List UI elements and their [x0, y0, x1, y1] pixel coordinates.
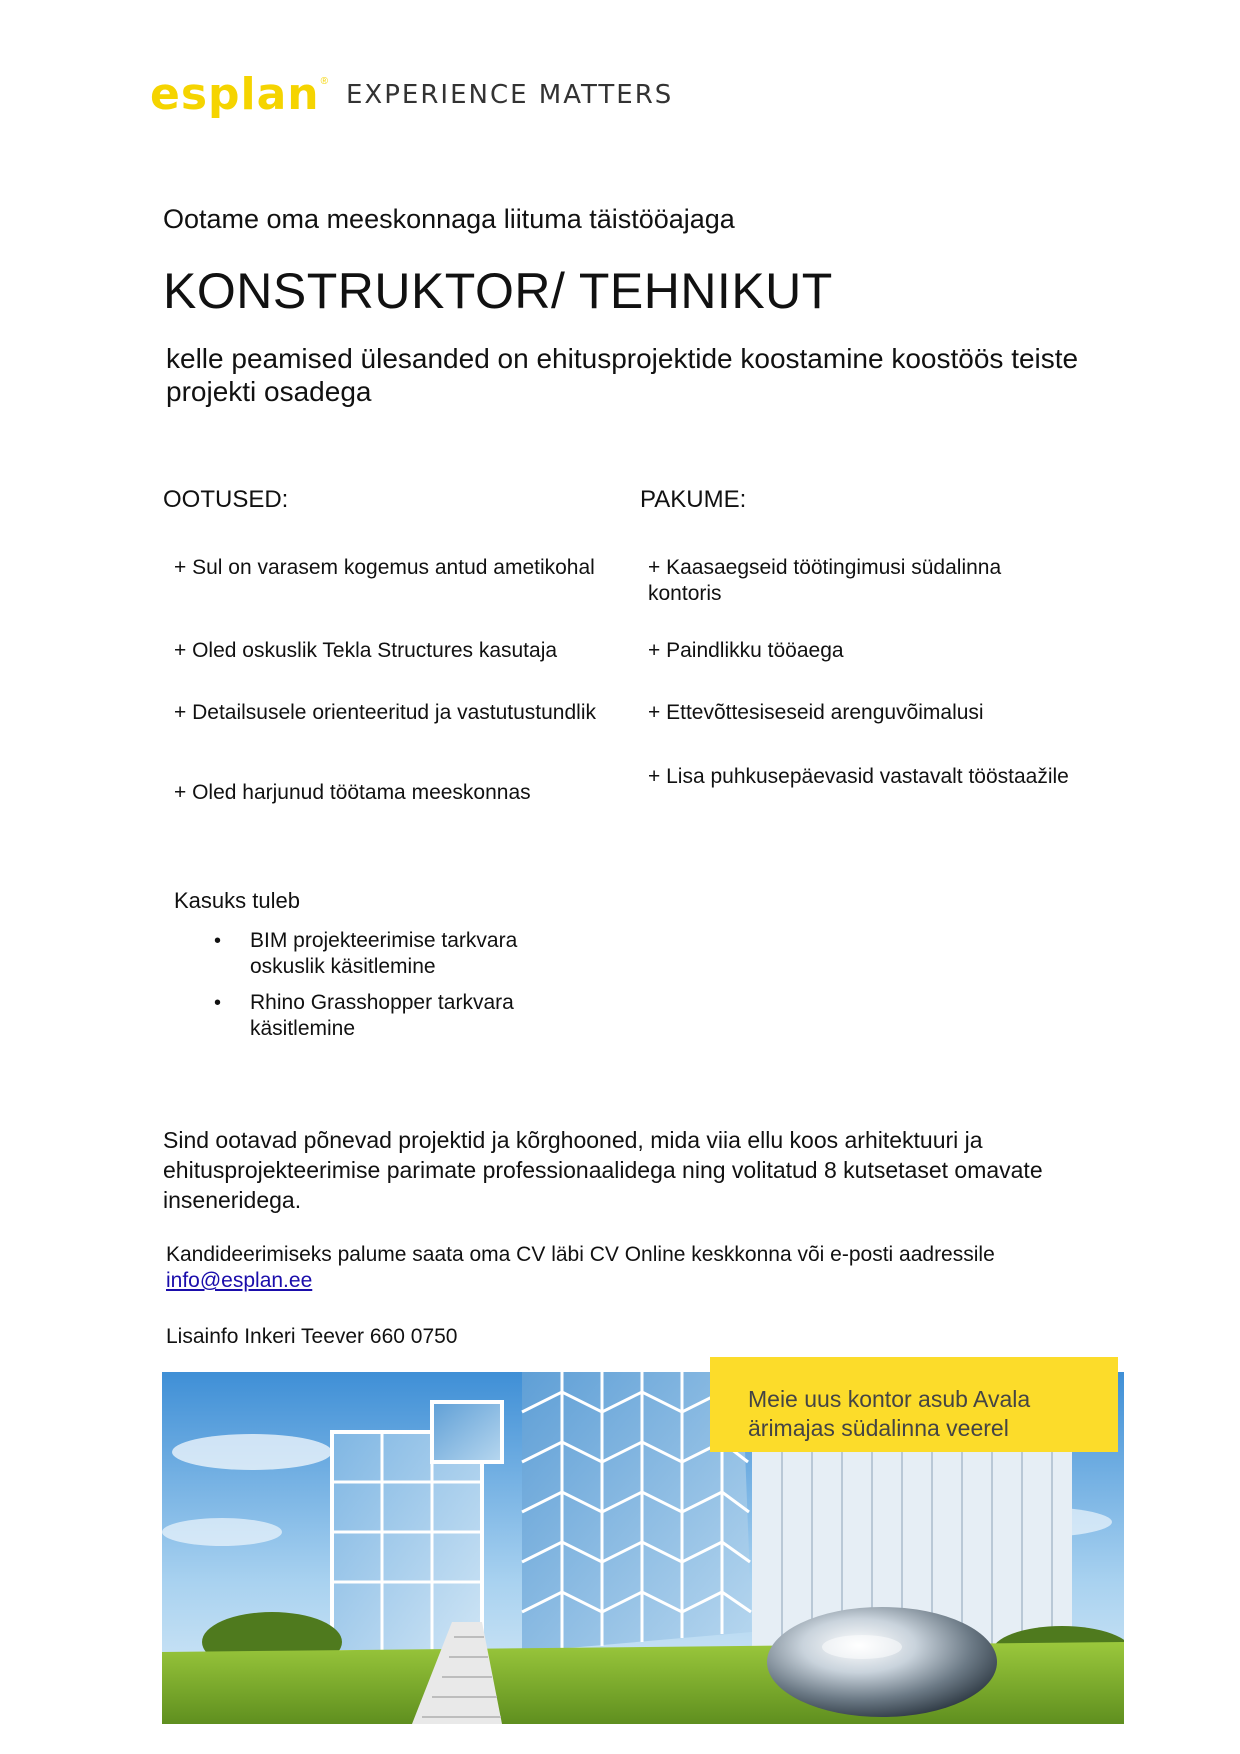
company-logo	[150, 70, 673, 120]
bonus-item-text: BIM projekteerimise tarkvara oskuslik käsitlemine	[250, 929, 518, 978]
logo-tagline: EXPERIENCE MATTERS	[346, 80, 674, 110]
bonus-title: Kasuks tuleb	[174, 888, 300, 913]
apply-text: Kandideerimiseks palume saata oma CV läbi CV Online keskkonna või e-posti aadressile	[166, 1243, 995, 1266]
email-link[interactable]: info@esplan.ee	[166, 1269, 313, 1292]
bullet-icon: •	[214, 930, 222, 952]
offer-title: PAKUME:	[640, 486, 747, 513]
intro-text: Ootame oma meeskonnaga liituma täistööajaga	[163, 204, 735, 234]
list-item: + Sul on varasem kogemus antud ametikohal	[174, 556, 595, 579]
list-item	[200, 990, 580, 1042]
list-item	[200, 928, 580, 980]
expectations-title: OOTUSED:	[163, 486, 289, 513]
bullet-icon: •	[214, 992, 222, 1014]
list-item: + Paindlikku tööaega	[648, 639, 844, 662]
office-callout: Meie uus kontor asub Avala ärimajas südalinna veerel	[710, 1357, 1118, 1452]
closing-paragraph: Sind ootavad põnevad projektid ja kõrghooned, mida viia ellu koos arhitektuuri ja ehitusprojekteerimise parimate professionaalidega ning volitatud 8 kutsetaset omavate inseneridega.	[163, 1127, 1043, 1213]
apply-paragraph	[166, 1242, 1086, 1294]
list-item: + Oled harjunud töötama meeskonnas	[174, 781, 531, 804]
position-title: KONSTRUKTOR/ TEHNIKUT	[163, 263, 833, 319]
bonus-list	[200, 928, 580, 1052]
contact-info: Lisainfo Inkeri Teever 660 0750	[166, 1325, 458, 1348]
position-subtitle: kelle peamised ülesanded on ehitusprojektide koostamine koostöös teiste projekti osadega	[166, 343, 1079, 407]
list-item: + Ettevõttesiseseid arenguvõimalusi	[648, 701, 984, 724]
list-item: + Detailsusele orienteeritud ja vastutustundlik	[174, 701, 596, 724]
list-item: + Oled oskuslik Tekla Structures kasutaja	[174, 639, 558, 662]
logo-wordmark: esplan	[150, 69, 320, 120]
list-item: + Kaasaegseid töötingimusi südalinna kontoris	[648, 556, 1002, 605]
list-item: + Lisa puhkusepäevasid vastavalt tööstaažile	[648, 765, 1069, 788]
registered-mark: ®	[320, 75, 328, 87]
bonus-item-text: Rhino Grasshopper tarkvara käsitlemine	[250, 991, 514, 1040]
